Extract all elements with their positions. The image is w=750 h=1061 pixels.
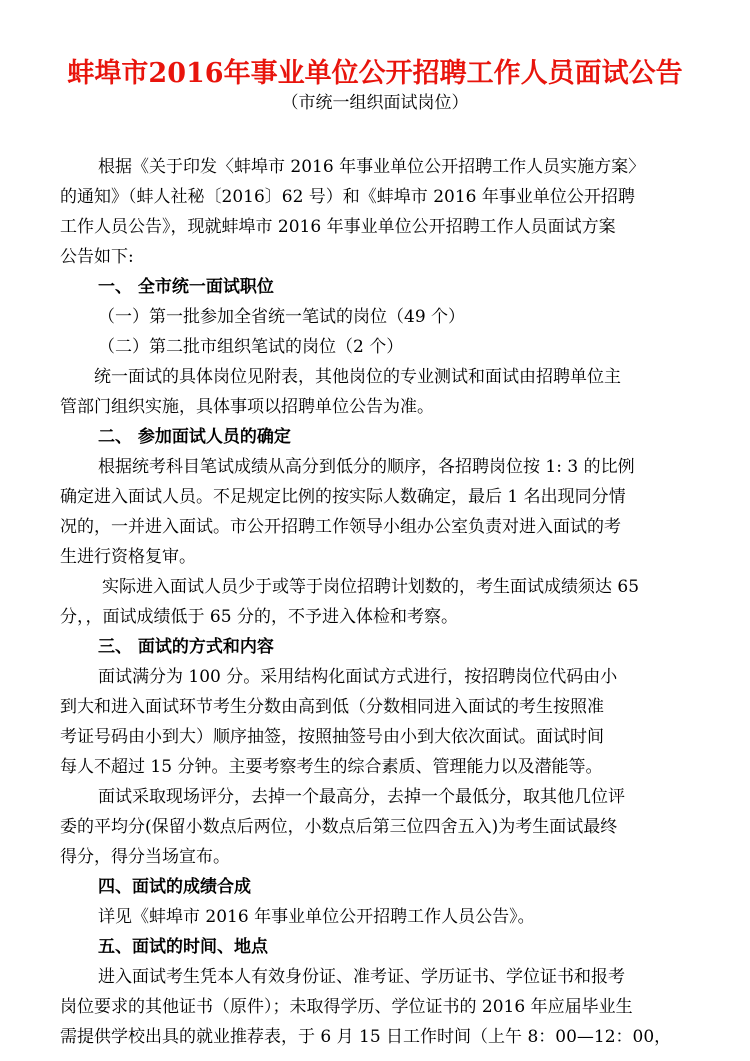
paragraph-line: 面试满分为 100 分。采用结构化面试方式进行，按招聘岗位代码由小 xyxy=(98,667,618,687)
document-title: 蚌埠市2016年事业单位公开招聘工作人员面试公告 xyxy=(67,58,683,89)
paragraph-line: 实际进入面试人员少于或等于岗位招聘计划数的，考生面试成绩须达 65 xyxy=(102,577,640,597)
paragraph-line: 统一面试的具体岗位见附表，其他岗位的专业测试和面试由招聘单位主 xyxy=(94,367,621,387)
paragraph-line: 况的，一并进入面试。市公开招聘工作领导小组办公室负责对进入面试的考 xyxy=(60,517,621,537)
paragraph-line: 进入面试考生凭本人有效身份证、准考证、学历证书、学位证书和报考 xyxy=(98,967,625,987)
document-body xyxy=(60,152,700,1052)
paragraph-line: 分，，面试成绩低于 65 分的，不予进入体检和考察。 xyxy=(60,607,458,627)
paragraph-line: 生进行资格复审。 xyxy=(60,547,196,567)
section-heading-2: 二、 参加面试人员的确定 xyxy=(98,427,291,447)
paragraph-line: 需提供学校出具的就业推荐表，于 6 月 15 日工作时间（上午 8：00—12：00， xyxy=(60,1027,672,1047)
paragraph-line: 管部门组织实施，具体事项以招聘单位公告为准。 xyxy=(60,397,434,417)
paragraph-line: 面试采取现场评分，去掉一个最高分，去掉一个最低分，取其他几位评 xyxy=(98,787,625,807)
paragraph-line: 委的平均分(保留小数点后两位，小数点后第三位四舍五入)为考生面试最终 xyxy=(60,817,618,837)
section-heading-1: 一、 全市统一面试职位 xyxy=(98,277,274,297)
paragraph-line: 考证号码由小到大）顺序抽签，按照抽签号由小到大依次面试。面试时间 xyxy=(60,727,604,747)
paragraph-line: 到大和进入面试环节考生分数由高到低（分数相同进入面试的考生按照准 xyxy=(60,697,604,717)
paragraph-line: 确定进入面试人员。不足规定比例的按实际人数确定，最后 1 名出现同分情 xyxy=(60,487,626,507)
section-heading-3: 三、 面试的方式和内容 xyxy=(98,637,274,657)
paragraph-line: 岗位要求的其他证书（原件）；未取得学历、学位证书的 2016 年应届毕业生 xyxy=(60,997,633,1017)
paragraph-line: 根据《关于印发〈蚌埠市 2016 年事业单位公开招聘工作人员实施方案〉 xyxy=(98,157,646,177)
paragraph-line: 的通知》（蚌人社秘〔2016〕62 号）和《蚌埠市 2016 年事业单位公开招聘 xyxy=(60,187,635,207)
paragraph-line: 得分，得分当场宣布。 xyxy=(60,847,230,867)
subsection-item: （二）第二批市组织笔试的岗位（2 个） xyxy=(98,337,404,357)
paragraph-line: 详见《蚌埠市 2016 年事业单位公开招聘工作人员公告》。 xyxy=(98,907,535,927)
paragraph-line: 工作人员公告》，现就蚌埠市 2016 年事业单位公开招聘工作人员面试方案 xyxy=(60,217,616,237)
section-heading-4: 四、面试的成绩合成 xyxy=(98,877,251,897)
subsection-item: （一）第一批参加全省统一笔试的岗位（49 个） xyxy=(98,307,466,327)
paragraph-line: 根据统考科目笔试成绩从高分到低分的顺序，各招聘岗位按 1: 3 的比例 xyxy=(98,457,635,477)
document-subtitle: （市统一组织面试岗位） xyxy=(281,93,469,113)
section-heading-5: 五、面试的时间、地点 xyxy=(98,937,268,957)
paragraph-line: 每人不超过 15 分钟。主要考察考生的综合素质、管理能力以及潜能等。 xyxy=(60,757,603,777)
paragraph-line: 公告如下: xyxy=(60,247,134,267)
